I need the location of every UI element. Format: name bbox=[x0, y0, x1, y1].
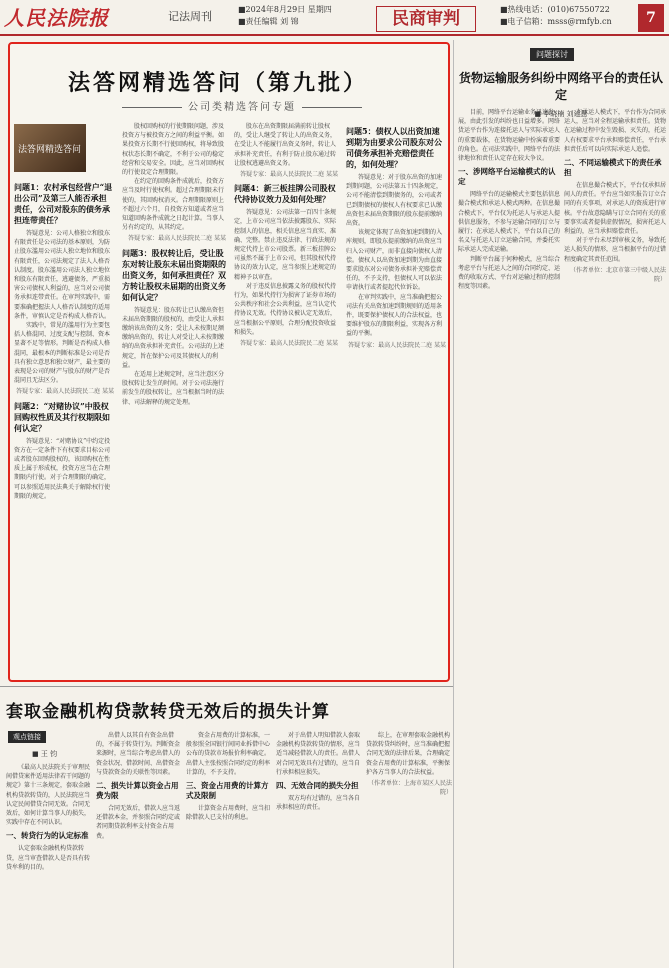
body-paragraph: 双方均有过错的，应当各自承担相应的责任。 bbox=[276, 795, 361, 812]
section-heading: 一、转贷行为的认定标准 bbox=[6, 831, 89, 841]
feature-column-4 bbox=[346, 122, 446, 678]
body-paragraph: 实践中，常见的滥用行为主要包括人格混同、过度支配与控制、资本显著不足等情形。判断是否构成人格混同，最根本的判断标准是公司是否具有独立意思和独立财产，最主要的表现是公司的财产与股东的财产是否混同且无法区分。 bbox=[14, 322, 111, 385]
feature-article[interactable] bbox=[8, 42, 450, 682]
byline: 答疑专家：最高人民法院民二庭 某某 bbox=[16, 388, 114, 396]
newspaper-logo: 人民法院报 bbox=[4, 6, 109, 30]
feature-title: 法答网精选答问（第九批） bbox=[68, 70, 369, 96]
body-paragraph: 在约定的回购条件成就后，投资方应当及时行使权利。超过合理期限未行使的，其回购权消灭。合理期限原则上不超过六个月，自投资方知道或者应当知道回购条件成就之日起计算。当事人另有约定的，从其约定。 bbox=[122, 178, 225, 232]
body-paragraph: 在承运人模式下，平台作为合同承运人，应当对全程运输承担责任。货物在运输过程中发生毁损、灭失的，托运人有权要求平台承担赔偿责任，平台承担责任后可以向实际承运人追偿。 bbox=[564, 109, 666, 153]
body-paragraph: 在信息撮合模式下，平台仅承担居间人的责任。平台应当如实报告订立合同的有关事项，对承运人的资质进行审核。平台故意隐瞒与订立合同有关的重要事实或者提供虚假情况，损害托运人利益的，应当承担赔偿责任。 bbox=[564, 182, 666, 236]
byline: （作者单位：北京市第三中级人民法院） bbox=[569, 266, 666, 284]
body-paragraph: 在审判实践中，应当准确把握公司法有关出资加速到期规则的适用条件，既要保护债权人的合法权益，也要维护股东的期限利益，实现各方利益的平衡。 bbox=[346, 293, 443, 338]
body-paragraph: 《最高人民法院关于审理民间借贷案件适用法律若干问题的规定》第十三条规定，套取金融机构贷款转贷的，人民法院应当认定民间借贷合同无效。合同无效后，如何计算当事人的损失，实践中存在不同认识。 bbox=[6, 764, 91, 827]
bottom-title: 套取金融机构贷款转贷无效后的损失计算 bbox=[6, 702, 330, 722]
section-heading: 三、资金占用费的计算方式及限制 bbox=[186, 781, 269, 801]
right-kicker: 问题探讨 bbox=[530, 48, 574, 61]
body-paragraph: 判断平台属于何种模式，应当综合考虑平台与托运人之间的合同约定、运费的收取方式、平台对运输过程的控制程度等因素。 bbox=[458, 255, 560, 291]
section-heading: 问题1：农村承包经营户“退出公司”及第三人能否承担责任，公司对股东的债务承担连带责任？ bbox=[14, 182, 113, 225]
body-paragraph: 计算资金占用费时，应当扣除借款人已支付的利息。 bbox=[186, 805, 271, 822]
body-paragraph: 出借人以其自有资金出借的，不属于转贷行为。判断资金来源时，应当综合考虑出借人的资金状况、借款时间、出借资金与贷款资金的关联性等因素。 bbox=[96, 732, 181, 776]
right-column-1 bbox=[458, 108, 560, 968]
body-paragraph: 答疑意见：“对赌协议”中约定投资方在一定条件下有权要求目标公司或者股东回购股权的，该回购权在性质上属于形成权，投资方应当在合理期限内行使。对于合理期限的确定，可以参照适用民法典关于解除权行使期限的规定。 bbox=[14, 437, 111, 500]
issue-editor: ■责任编辑 刘 锦 bbox=[238, 17, 299, 26]
body-paragraph: 对于出借人明知借款人套取金融机构贷款转贷的情形，应当适当减轻借款人的责任。出借人对合同无效具有过错的，应当自行承担相应损失。 bbox=[276, 732, 361, 776]
bottom-column-1 bbox=[6, 763, 92, 967]
feature-subtitle: 公司类精选答问专题 bbox=[116, 98, 368, 113]
body-paragraph: 答疑意见：对于股东出资的加速到期问题，公司法第五十四条规定，公司不能清偿到期债务的，公司或者已到期债权的债权人有权要求已认缴出资但未届出资期限的股东提前缴纳出资。 bbox=[346, 174, 443, 228]
bottom-kicker: 观点链接 bbox=[8, 731, 46, 743]
body-paragraph: 股东在出资期限届满前转让股权的，受让人继受了转让人的出资义务，在受让人不能履行出资义务时，转让人承担补充责任，有利于防止股东通过转让股权逃避出资义务。 bbox=[234, 123, 337, 167]
column-divider bbox=[453, 40, 454, 968]
byline: （作者单位：上海市某区人民法院） bbox=[367, 780, 452, 797]
body-paragraph: 股权回购权的行使期限问题，涉及投资方与被投资方之间的利益平衡。如果投资方长期不行使回购权，将导致股权状态长期不确定，不利于公司的稳定经营和交易安全。因此，应当对回购权的行使设定合理期限。 bbox=[122, 123, 225, 177]
right-author: ■ 李晓楠 刘延慧 bbox=[534, 110, 588, 118]
byline: 答疑专家：最高人民法院民二庭 某某 bbox=[240, 171, 338, 179]
body-paragraph: 答疑意见：公司法第一百四十条规定，上市公司应当依法披露股东、实际控制人的信息，相关信息应当真实、准确、完整。禁止违反法律、行政法规的规定代持上市公司股票。新三板挂牌公司虽然不属于上市公司，但其股权代持协议的效力认定，应当参照上述规定的精神予以审查。 bbox=[234, 209, 337, 281]
section-heading: 问题3：股权转让后，受让股东对转让股东未届出资期限的出资义务，如何承担责任？双方转让股权未届期的出资义务如何认定？ bbox=[122, 247, 226, 302]
feature-column-2 bbox=[122, 122, 226, 678]
page-number: 7 bbox=[638, 4, 664, 32]
body-paragraph: 网络平台的运输模式主要包括信息撮合模式和承运人模式两种。在信息撮合模式下，平台仅为托运人与承运人提供信息服务，不参与运输合同的订立与履行；在承运人模式下，平台以自己的名义与托运人订立运输合同，并委托实际承运人完成运输。 bbox=[458, 191, 560, 254]
contact-meta bbox=[500, 4, 612, 28]
column-logo-image: 法答网精选答问 bbox=[14, 124, 86, 172]
masthead bbox=[0, 0, 669, 36]
section-heading: 二、不同运输模式下的责任承担 bbox=[564, 158, 662, 178]
body-paragraph: 目前，网络平台运输业务迅速发展，由此引发的纠纷也日益增多。网络货运平台作为连接托运人与实际承运人的重要载体，在货物运输中扮演着重要的角色。在司法实践中，网络平台的法律地位和责任认定存在较大争议。 bbox=[458, 109, 560, 163]
body-paragraph: 资金占用费的计算标准，一般参照全国银行间同业拆借中心公布的贷款市场报价利率确定。出借人主张按照合同约定的利率计算的，不予支持。 bbox=[186, 732, 271, 776]
body-paragraph: 对于违反信息披露义务的股权代持行为，如果代持行为损害了证券市场的公共秩序和社会公共利益，应当认定代持协议无效。代持协议被认定无效后，应当根据公平原则，合理分配投资收益和损失。 bbox=[234, 282, 337, 336]
byline: 答疑专家：最高人民法院民二庭 某某 bbox=[128, 235, 226, 243]
hotline: ■热线电话：(010)67550722 bbox=[500, 5, 610, 14]
bottom-author: ■ 王 钧 bbox=[32, 750, 58, 758]
section-title: 民商审判 bbox=[376, 6, 476, 32]
issue-date: ■2024年8月29日 星期四 bbox=[238, 5, 332, 14]
right-title: 货物运输服务纠纷中网络平台的责任认定 bbox=[458, 71, 663, 102]
body-paragraph: 答疑意见：公司人格独立和股东有限责任是公司法的基本原则，为防止股东滥用公司法人独立地位和股东有限责任，公司法规定了法人人格否认制度。股东滥用公司法人独立地位和股东有限责任，逃避债务，严重损害公司债权人利益的，应当对公司债务承担连带责任。在审判实践中，需要准确把握法人人格否认制度的适用条件，审慎认定是否构成人格否认。 bbox=[14, 230, 111, 320]
body-paragraph: 综上，在审理套取金融机构贷款转贷纠纷时，应当准确把握合同无效的法律后果，合理确定资金占用费的计算标准，平衡保护各方当事人的合法权益。 bbox=[366, 732, 451, 776]
body-paragraph: 合同无效后，借款人应当返还借款本金，并参照合同约定或者同期贷款利率支付资金占用费。 bbox=[96, 805, 181, 840]
bottom-column-2 bbox=[96, 731, 182, 967]
weekly-name: 记法周刊 bbox=[168, 10, 212, 23]
bottom-column-4 bbox=[276, 731, 362, 967]
feature-column-3 bbox=[234, 122, 338, 678]
body-paragraph: 认定套取金融机构贷款转贷，应当审查借款人是否具有转贷牟利的目的。 bbox=[6, 845, 91, 871]
body-paragraph: 对于平台未尽到审核义务，导致托运人损失的情形，应当根据平台的过错程度确定其责任范围。 bbox=[564, 237, 666, 263]
section-heading: 四、无效合同的损失分担 bbox=[276, 781, 359, 791]
body-paragraph: 在适用上述规定时，应当注意区分股权转让发生的时间。对于公司法施行前发生的股权转让，应当根据当时的法律、司法解释的规定处理。 bbox=[122, 371, 225, 406]
bottom-column-3 bbox=[186, 731, 272, 967]
section-heading: 问题4：新三板挂牌公司股权代持协议效力及如何处理？ bbox=[234, 183, 336, 205]
bottom-column-5 bbox=[366, 731, 452, 967]
section-heading: 二、损失计算以资金占用费为限 bbox=[96, 781, 179, 801]
section-heading: 一、涉网络平台运输模式的认定 bbox=[458, 167, 556, 187]
feature-column-1 bbox=[14, 178, 114, 678]
section-heading: 问题5：债权人以出资加速到期为由要求公司股东对公司债务承担补充赔偿责任的，如何处理？ bbox=[346, 126, 442, 169]
right-article[interactable] bbox=[456, 42, 666, 968]
right-column-2 bbox=[564, 108, 666, 968]
section-heading: 问题2：“对赌协议”中股权回购权性质及其行权期限如何认定？ bbox=[14, 400, 110, 433]
email: ■电子信箱：msss@rmfyb.cn bbox=[500, 17, 612, 26]
bottom-article[interactable] bbox=[0, 686, 454, 968]
body-paragraph: 该规定体现了出资加速到期的入库规则，即股东提前缴纳的出资应当归入公司财产，而非直接向债权人清偿。债权人以出资加速到期为由直接要求股东对公司债务承担补充赔偿责任的，不予支持，但债权人可以依法申请执行或者提起代位诉讼。 bbox=[346, 229, 443, 292]
byline: 答疑专家：最高人民法院民二庭 某某 bbox=[240, 340, 338, 348]
byline: 答疑专家：最高人民法院民二庭 某某 bbox=[348, 341, 446, 349]
issue-meta bbox=[238, 4, 332, 28]
body-paragraph: 答疑意见：股东转让已认缴出资但未届出资期限的股权的，由受让人承担缴纳该出资的义务；受让人未按期足额缴纳出资的，转让人对受让人未按期缴纳的出资承担补充责任。公司法的上述规定，旨在保护公司及其债权人的利益。 bbox=[122, 306, 225, 369]
